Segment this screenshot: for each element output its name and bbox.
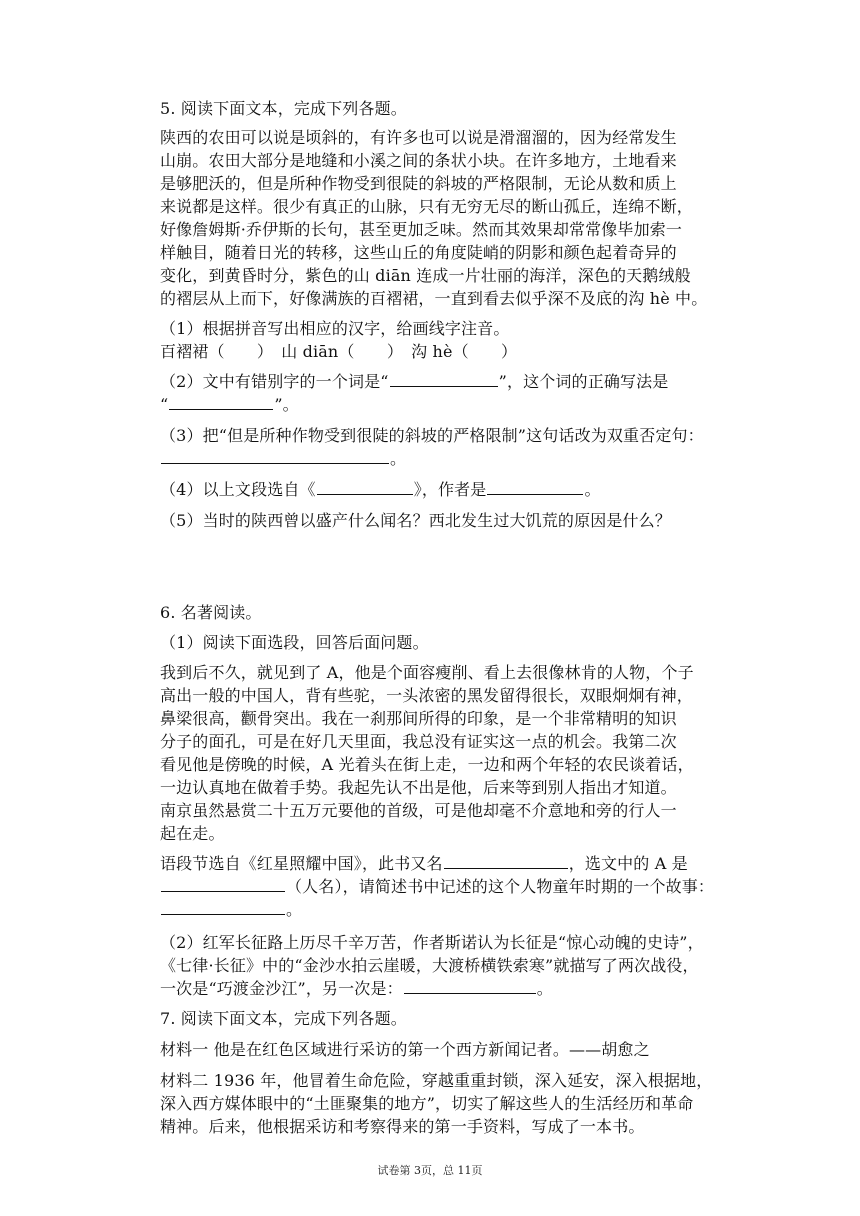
answer-blank[interactable]	[161, 900, 285, 915]
page-footer: 试卷第 3页，总 11页	[377, 1164, 483, 1177]
q7-title: 7. 阅读下面文本，完成下列各题。	[160, 1009, 407, 1028]
q5-passage-line: 好像詹姆斯·乔伊斯的长句，甚至更加乏味。然而其效果却常常像毕加索一	[160, 220, 683, 239]
answer-blank[interactable]	[161, 449, 389, 464]
q6-sub2-last: 一次是“巧渡金沙江”，另一次是： 。	[160, 979, 553, 998]
q6-title: 6. 名著阅读。	[160, 603, 262, 622]
q5-passage-line: 陕西的农田可以说是顷斜的，有许多也可以说是滑溜溜的，因为经常发生	[160, 128, 677, 147]
q7-material-two-line: 深入西方媒体眼中的“土匪聚集的地方”，切实了解这些人的生活经历和革命	[160, 1094, 694, 1113]
q6-passage-line: 我到后不久，就见到了 A，他是个面容瘦削、看上去很像林肯的人物，个子	[160, 663, 694, 682]
q6-passage-line: 起在走。	[160, 824, 225, 843]
q6-passage-line: 鼻梁很高，颧骨突出。我在一刹那间所得的印象，是一个非常精明的知识	[160, 709, 677, 728]
q5-title: 5. 阅读下面文本，完成下列各题。	[160, 99, 407, 118]
q5-passage-line: 是够肥沃的，但是所种作物受到很陡的斜坡的严格限制，无论从数和质上	[160, 174, 677, 193]
q6-sub1: （1）阅读下面选段，回答后面问题。	[160, 633, 429, 652]
q5-passage-line: 样触目，随着日光的转移，这些山丘的角度陡峭的阴影和颜色起着奇异的	[160, 243, 677, 262]
q5-sub2: （2）文中有错别字的一个词是“ ”，这个词的正确写法是	[160, 372, 669, 391]
q6-passage-line: 南京虽然悬赏二十五万元要他的首级，可是他却毫不介意地和旁的行人一	[160, 801, 677, 820]
q5-passage-line: 变化，到黄昏时分，紫色的山 diān 连成一片壮丽的海洋，深色的天鹅绒般	[160, 266, 691, 285]
answer-blank[interactable]	[390, 372, 498, 387]
q6-question-end: 。	[160, 899, 302, 921]
q5-sub4: （4）以上文段选自《 》，作者是 。	[160, 480, 601, 499]
q7-material-one: 材料一 他是在红色区域进行采访的第一个西方新闻记者。——胡愈之	[160, 1040, 650, 1059]
q5-passage-line: 来说都是这样。很少有真正的山脉，只有无穷无尽的断山孤丘，连绵不断，	[160, 197, 693, 216]
q5-sub5: （5）当时的陕西曾以盛产什么闻名？西北发生过大饥荒的原因是什么？	[160, 511, 671, 530]
q5-passage-line: 的褶层从上而下，好像满族的百褶裙，一直到看去似乎深不及底的沟 hè 中。	[160, 289, 708, 308]
q5-sub1: （1）根据拼音写出相应的汉字，给画线字注音。	[160, 319, 510, 338]
q7-material-two-line: 材料二 1936 年，他冒着生命危险，穿越重重封锁，深入延安，深入根据地，	[160, 1071, 713, 1090]
q6-passage-line: 高出一般的中国人，背有些驼，一头浓密的黑发留得很长，双眼炯炯有神，	[160, 686, 693, 705]
q6-passage-line: 看见他是傍晚的时候，A 光着头在街上走，一边和两个年轻的农民谈着话，	[160, 755, 694, 774]
answer-blank[interactable]	[404, 979, 536, 994]
answer-blank[interactable]	[161, 877, 285, 892]
q6-passage-line: 分子的面孔，可是在好几天里面，我总没有证实这一点的机会。我第二次	[160, 732, 677, 751]
q5-sub3-answer: 。	[160, 448, 406, 470]
answer-blank[interactable]	[487, 480, 583, 495]
answer-blank[interactable]	[444, 854, 568, 869]
q5-sub2-cont: “ ”。	[160, 395, 299, 414]
q6-question-cont: （人名），请简述书中记述的这个人物童年时期的一个故事：	[160, 876, 714, 898]
answer-blank[interactable]	[317, 480, 413, 495]
q6-sub2-line: 《七律·长征》中的“金沙水拍云崖暖，大渡桥横铁索寒”就描写了两次战役，	[160, 956, 699, 975]
q5-sub3: （3）把“但是所种作物受到很陡的斜坡的严格限制”这句话改为双重否定句：	[160, 426, 704, 445]
answer-blank[interactable]	[169, 395, 273, 410]
q6-sub2-line: （2）红军长征路上历尽千辛万苦，作者斯诺认为长征是“惊心动魄的史诗”，	[160, 933, 704, 952]
q5-passage-line: 山崩。农田大部分是地缝和小溪之间的条状小块。在许多地方，土地看来	[160, 151, 677, 170]
q5-sub1-items: 百褶裙（ ） 山 diān（ ） 沟 hè（ ）	[160, 342, 518, 361]
q6-question: 语段节选自《红星照耀中国》，此书又名 ，选文中的 A 是	[160, 854, 688, 873]
q6-passage-line: 一边认真地在做着手势。我起先认不出是他，后来等到别人指出才知道。	[160, 778, 677, 797]
q7-material-two-line: 精神。后来，他根据采访和考察得来的第一手资料，写成了一本书。	[160, 1117, 645, 1136]
